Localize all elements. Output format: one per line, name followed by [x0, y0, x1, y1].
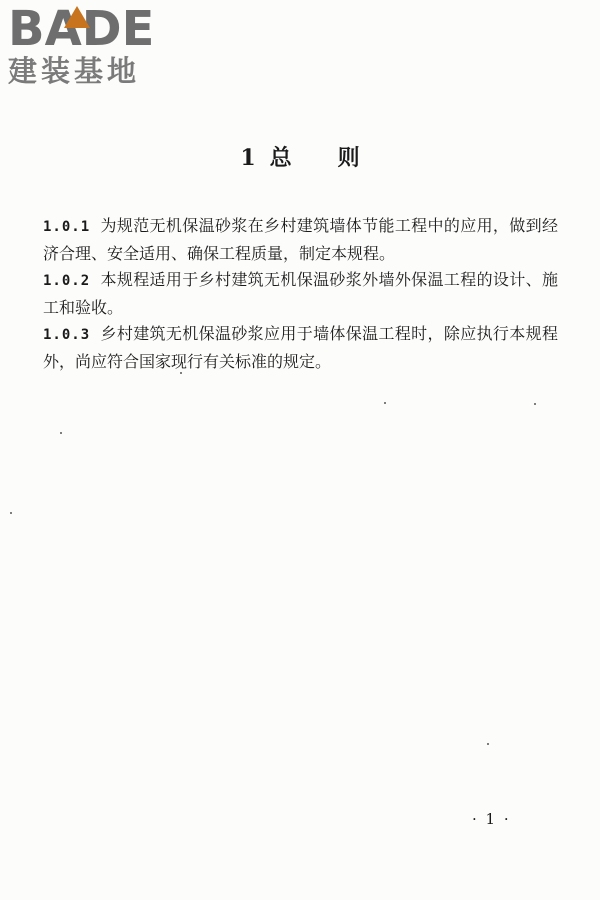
- logo-accent-triangle-icon: [64, 6, 90, 28]
- clause-number: 1.0.1: [43, 219, 91, 235]
- clause-text: 本规程适用于乡村建筑无机保温砂浆外墙外保温工程的设计、施工和验收。: [43, 270, 558, 317]
- page-number: · 1 ·: [472, 810, 511, 828]
- scan-speck: [60, 432, 62, 434]
- chapter-title-part2: 则: [337, 145, 360, 171]
- scan-speck: [10, 512, 12, 514]
- chapter-number: 1: [240, 145, 256, 171]
- clause-list: [43, 213, 558, 375]
- clause-text: 为规范无机保温砂浆在乡村建筑墙体节能工程中的应用，做到经济合理、安全适用、确保工程质量，制定本规程。: [43, 216, 558, 263]
- clause-text: 乡村建筑无机保温砂浆应用于墙体保温工程时，除应执行本规程外，尚应符合国家现行有关标准的规定。: [43, 324, 558, 371]
- scan-speck: [487, 743, 489, 745]
- logo-letters-de: DE: [81, 1, 155, 57]
- logo-letter-a: A: [44, 1, 82, 57]
- clause-number: 1.0.2: [43, 273, 91, 289]
- bade-logo: [8, 1, 178, 88]
- scan-speck: [384, 402, 386, 404]
- clause-number: 1.0.3: [43, 327, 91, 343]
- chapter-title: [0, 141, 600, 172]
- chapter-title-part1: 总: [269, 145, 292, 171]
- logo-subtitle: 建装基地: [8, 54, 141, 88]
- clause-1-0-1: [43, 213, 558, 267]
- scan-speck: [180, 372, 182, 374]
- logo-wordmark: [8, 1, 155, 57]
- clause-1-0-2: [43, 267, 558, 321]
- scan-speck: [534, 403, 536, 405]
- logo-letter-b: B: [8, 1, 45, 57]
- clause-1-0-3: [43, 321, 558, 375]
